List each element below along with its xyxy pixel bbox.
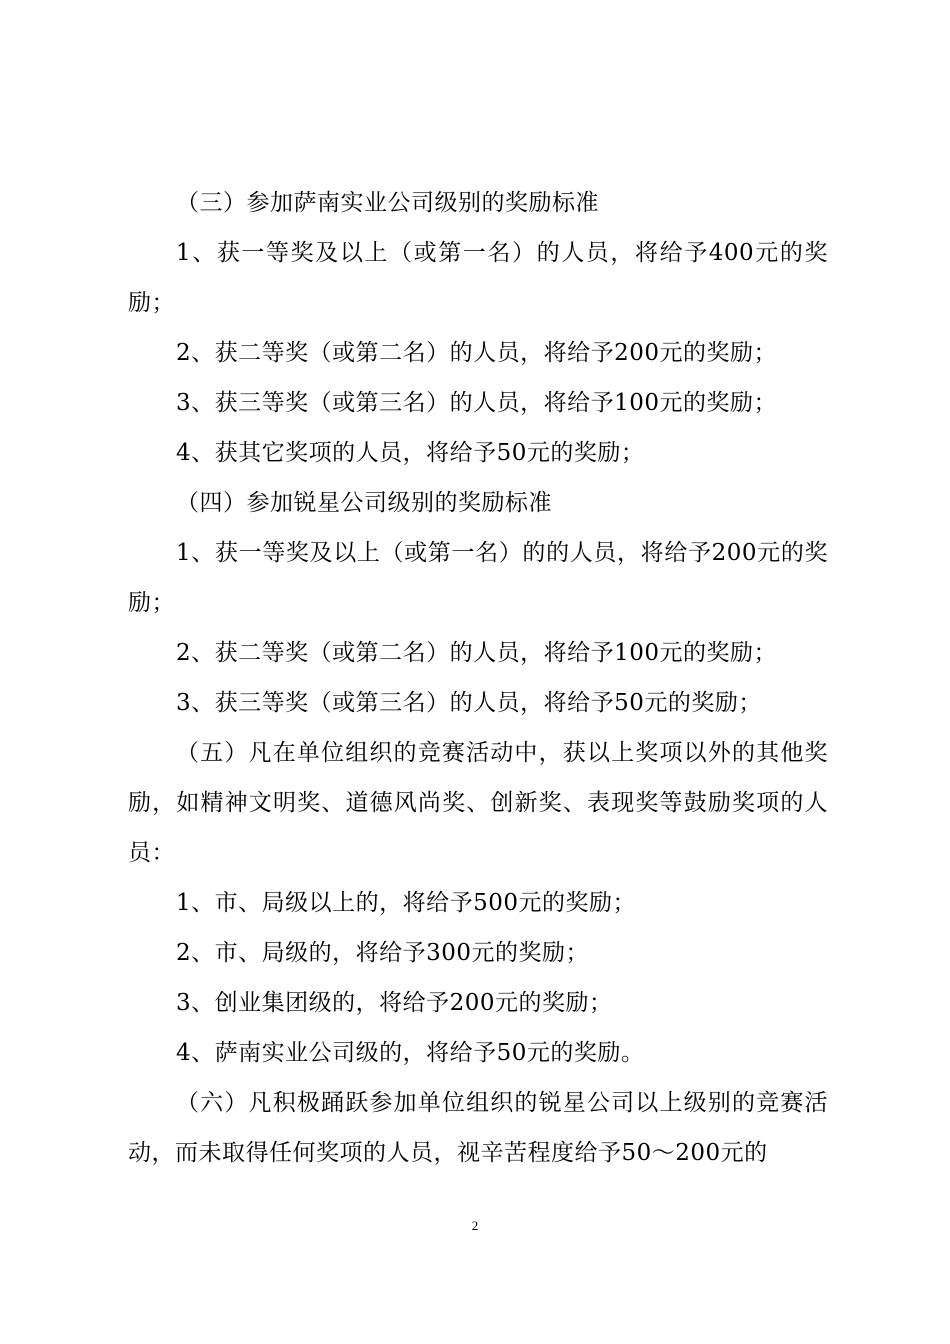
- list-item: 3、获三等奖（或第三名）的人员，将给予100元的奖励；: [176, 390, 778, 416]
- list-item: 4、获其它奖项的人员，将给予50元的奖励；: [176, 440, 645, 466]
- page-number: 2: [471, 1218, 479, 1233]
- list-item: 3、获三等奖（或第三名）的人员，将给予50元的奖励；: [176, 690, 762, 716]
- list-item: 2、获二等奖（或第二名）的人员，将给予100元的奖励；: [176, 640, 778, 666]
- list-item: 1、获一等奖及以上（或第一名）的人员，将给予400元的奖励；: [128, 240, 828, 316]
- list-item: 1、市、局级以上的，将给予500元的奖励；: [176, 890, 637, 916]
- section-heading-5: （五）凡在单位组织的竞赛活动中，获以上奖项以外的其他奖励，如精神文明奖、道德风尚奖、创新奖、表现奖等鼓励奖项的人员：: [128, 740, 828, 866]
- list-item: 1、获一等奖及以上（或第一名）的的人员，将给予200元的奖励；: [128, 540, 828, 616]
- section-heading-3: （三）参加萨南实业公司级别的奖励标准: [176, 190, 599, 216]
- list-item: 2、市、局级的，将给予300元的奖励；: [176, 940, 590, 966]
- list-item: 3、创业集团级的，将给予200元的奖励；: [176, 990, 613, 1016]
- section-heading-4: （四）参加锐星公司级别的奖励标准: [176, 490, 552, 516]
- section-heading-6: （六）凡积极踊跃参加单位组织的锐星公司以上级别的竞赛活动，而未取得任何奖项的人员，视辛苦程度给予50～200元的: [128, 1090, 828, 1166]
- document-body: [128, 178, 828, 1178]
- list-item: 4、萨南实业公司级的，将给予50元的奖励。: [176, 1040, 645, 1066]
- list-item: 2、获二等奖（或第二名）的人员，将给予200元的奖励；: [176, 340, 778, 366]
